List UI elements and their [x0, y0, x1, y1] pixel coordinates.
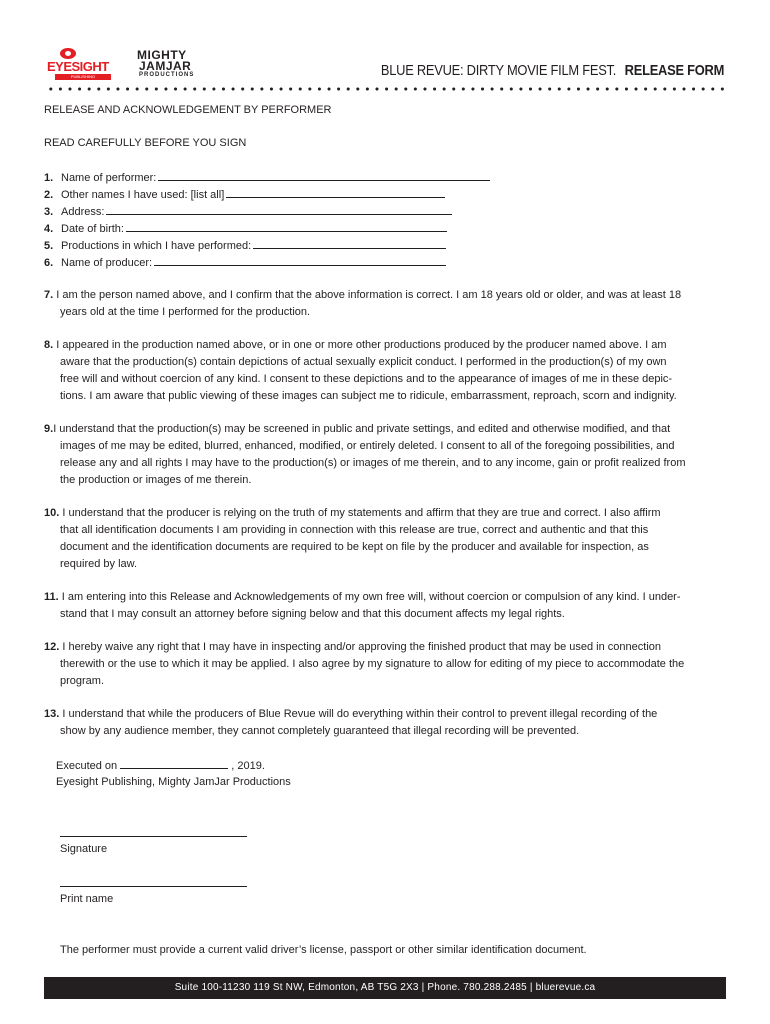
- clause-11: [44, 589, 724, 623]
- clause-9: [44, 421, 724, 489]
- field-label: Date of birth:: [61, 223, 124, 235]
- clause-number: 9.: [44, 423, 54, 435]
- clause-text: stand that I may consult an attorney before signing below and that this document affects my legal rights.: [60, 608, 565, 620]
- field-productions[interactable]: [44, 237, 446, 255]
- form-title: [381, 62, 724, 79]
- field-number: 6.: [44, 257, 54, 269]
- clause-text: aware that the production(s) contain depictions of actual sexually explicit conduct. I performed in the production(s) of my own: [60, 356, 667, 368]
- field-label: Name of performer:: [61, 172, 157, 184]
- clause-text: document and the identification documents are required to be kept on file by the producer and available for inspection, as: [60, 541, 649, 553]
- clause-text: I understand that while the producers of Blue Revue will do everything within their control to prevent illegal recording of the: [62, 708, 658, 720]
- document-heading: RELEASE AND ACKNOWLEDGEMENT BY PERFORMER: [44, 104, 332, 116]
- eyesight-publishing-logo: [47, 48, 121, 82]
- blank-line[interactable]: [158, 169, 490, 181]
- blank-line[interactable]: [126, 220, 447, 232]
- executed-by: Eyesight Publishing, Mighty JamJar Productions: [56, 776, 291, 788]
- clause-text: I am entering into this Release and Acknowledgements of my own free will, without coercion or compulsion of any kind. I under-: [61, 591, 681, 603]
- id-requirement-notice: The performer must provide a current valid driver’s license, passport or other similar identification document.: [60, 944, 587, 956]
- logo-eyesight-tagline: PUBLISHING: [55, 74, 111, 80]
- clause-number: 8.: [44, 339, 54, 351]
- executed-on-label: Executed on: [56, 760, 118, 772]
- executed-date-blank[interactable]: [120, 757, 228, 769]
- clause-text: therewith or the use to which it may be applied. I also agree by my signature to allow for editing of my piece to accommodate the: [60, 658, 685, 670]
- clause-7: [44, 287, 724, 321]
- clause-text: images of me may be edited, blurred, enhanced, modified, or entirely deleted. I consent to all of the foregoing possibilities, and: [60, 440, 675, 452]
- mighty-jamjar-logo: [133, 48, 205, 82]
- clause-8: [44, 337, 724, 405]
- clause-number: 12.: [44, 641, 60, 653]
- clause-number: 11.: [44, 591, 59, 603]
- clause-text: show by any audience member, they cannot completely guaranteed that illegal recording will be prevented.: [60, 725, 580, 737]
- clause-text: I appeared in the production named above, or in one or more other productions produced by the producer named above. I am: [56, 339, 667, 351]
- clause-text: years old at the time I performed for the production.: [60, 306, 311, 318]
- clause-13: [44, 706, 724, 740]
- field-number: 5.: [44, 240, 54, 252]
- field-label: Address:: [61, 206, 105, 218]
- clause-text: I understand that the production(s) may be screened in public and private settings, and edited and otherwise modified, and that: [53, 423, 671, 435]
- field-number: 1.: [44, 172, 54, 184]
- field-number: 3.: [44, 206, 54, 218]
- blank-line[interactable]: [226, 186, 445, 198]
- clause-text: that all identification documents I am providing in connection with this release are true, correct and authentic and that this: [60, 524, 649, 536]
- field-label: Other names I have used: [list all]: [61, 189, 225, 201]
- form-title-type: RELEASE FORM: [624, 62, 724, 79]
- clause-text: the production or images of me therein.: [60, 474, 252, 486]
- print-name-line[interactable]: [60, 885, 247, 887]
- logo-mighty-line3: PRODUCTIONS: [139, 72, 195, 78]
- print-name-label: Print name: [60, 893, 114, 905]
- field-name-of-performer[interactable]: [44, 169, 490, 187]
- form-title-event: BLUE REVUE: DIRTY MOVIE FILM FEST.: [380, 62, 617, 79]
- field-address[interactable]: [44, 203, 452, 221]
- logo-mighty-line1: MIGHTY: [137, 48, 187, 62]
- field-date-of-birth[interactable]: [44, 220, 447, 238]
- clause-number: 10.: [44, 507, 60, 519]
- blank-line[interactable]: [253, 237, 446, 249]
- field-number: 4.: [44, 223, 54, 235]
- blank-line[interactable]: [154, 254, 446, 266]
- clause-number: 7.: [44, 289, 54, 301]
- field-name-of-producer[interactable]: [44, 254, 446, 272]
- logo-mighty-line2: JAMJAR: [139, 59, 192, 73]
- clause-text: required by law.: [60, 558, 138, 570]
- contact-footer: Suite 100-11230 119 St NW, Edmonton, AB T5G 2X3 | Phone. 780.288.2485 | bluerevue.ca: [44, 977, 726, 999]
- clause-text: I hereby waive any right that I may have in inspecting and/or approving the finished product that may be used in connection: [62, 641, 661, 653]
- clause-text: free will and without coercion of any kind. I consent to these depictions and to the appearance of images of me in these depic-: [60, 373, 673, 385]
- field-other-names[interactable]: [44, 186, 445, 204]
- field-number: 2.: [44, 189, 54, 201]
- signature-label: Signature: [60, 843, 108, 855]
- clause-text: I understand that the producer is relying on the truth of my statements and affirm that they are true and correct. I also affirm: [62, 507, 661, 519]
- clause-text: program.: [60, 675, 105, 687]
- executed-on-line[interactable]: [56, 757, 265, 775]
- clause-text: tions. I am aware that public viewing of these images can subject me to ridicule, embarrassment, reproach, scorn and indignity.: [60, 390, 677, 402]
- signature-line[interactable]: [60, 835, 247, 837]
- clause-text: release any and all rights I may have to the production(s) or images of me therein, and to any income, gain or profit realized from: [60, 457, 686, 469]
- blank-line[interactable]: [106, 203, 452, 215]
- eye-icon: [60, 48, 76, 59]
- field-label: Name of producer:: [61, 257, 153, 269]
- clause-10: [44, 505, 724, 573]
- clause-number: 13.: [44, 708, 60, 720]
- logo-eyesight-name: EYESIGHT: [47, 59, 109, 74]
- clause-12: [44, 639, 724, 690]
- field-label: Productions in which I have performed:: [61, 240, 252, 252]
- clause-text: I am the person named above, and I confirm that the above information is correct. I am 18 years old or older, and was at least 18: [56, 289, 682, 301]
- page-header: [0, 0, 770, 100]
- dotted-divider: [46, 87, 726, 91]
- instruction-text: READ CAREFULLY BEFORE YOU SIGN: [44, 137, 247, 149]
- executed-year: , 2019.: [231, 760, 265, 772]
